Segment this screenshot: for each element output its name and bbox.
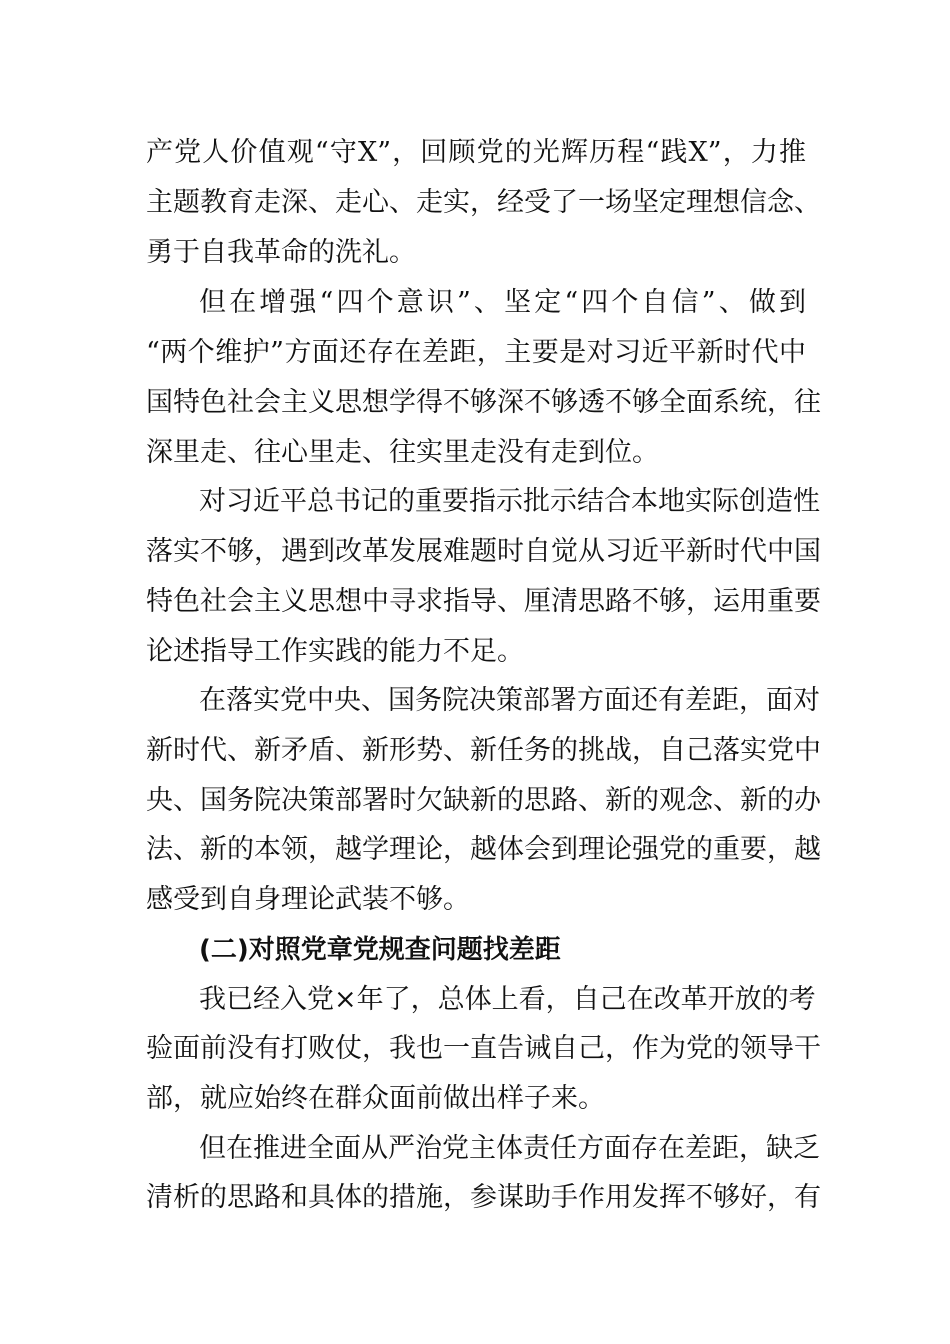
paragraph-3-line-2: 落实不够，遇到改革发展难题时自觉从习近平新时代中国 [146,536,821,567]
paragraph-1-line-3: 勇于自我革命的洗礼。 [146,237,416,268]
paragraph-6-line-1: 但在推进全面从严治党主体责任方面存在差距，缺乏 [199,1133,820,1164]
paragraph-6-line-2: 清析的思路和具体的措施，参谋助手作用发挥不够好，有 [146,1182,821,1213]
paragraph-1-line-1: 产党人价值观“守X”，回顾党的光辉历程“践X”，力推 [146,137,806,168]
paragraph-2-line-4: 深里走、往心里走、往实里走没有走到位。 [146,437,659,468]
paragraph-3-line-4: 论述指导工作实践的能力不足。 [146,636,524,667]
paragraph-5-line-3: 部，就应始终在群众面前做出样子来。 [146,1083,605,1114]
paragraph-4-line-3: 央、国务院决策部署时欠缺新的思路、新的观念、新的办 [146,785,821,816]
paragraph-2-line-1: 但在增强“四个意识”、坚定“四个自信”、做到 [199,287,806,318]
paragraph-4-line-4: 法、新的本领，越学理论，越体会到理论强党的重要，越 [146,834,821,865]
paragraph-5-line-1: 我已经入党×年了，总体上看，自己在改革开放的考 [199,984,816,1015]
paragraph-2-line-3: 国特色社会主义思想学得不够深不够透不够全面系统，往 [146,387,821,418]
section-heading: (二)对照党章党规查问题找差距 [199,935,561,965]
paragraph-2-line-2: “两个维护”方面还存在差距，主要是对习近平新时代中 [146,337,806,368]
paragraph-3-line-3: 特色社会主义思想中寻求指导、厘清思路不够，运用重要 [146,586,821,617]
paragraph-4-line-2: 新时代、新矛盾、新形势、新任务的挑战，自己落实党中 [146,735,821,766]
paragraph-4-line-1: 在落实党中央、国务院决策部署方面还有差距，面对 [199,685,820,716]
paragraph-3-line-1: 对习近平总书记的重要指示批示结合本地实际创造性 [199,486,820,517]
paragraph-1-line-2: 主题教育走深、走心、走实，经受了一场坚定理想信念、 [146,187,821,218]
paragraph-5-line-2: 验面前没有打败仗，我也一直告诫自己，作为党的领导干 [146,1033,821,1064]
paragraph-4-line-5: 感受到自身理论武装不够。 [146,884,470,915]
